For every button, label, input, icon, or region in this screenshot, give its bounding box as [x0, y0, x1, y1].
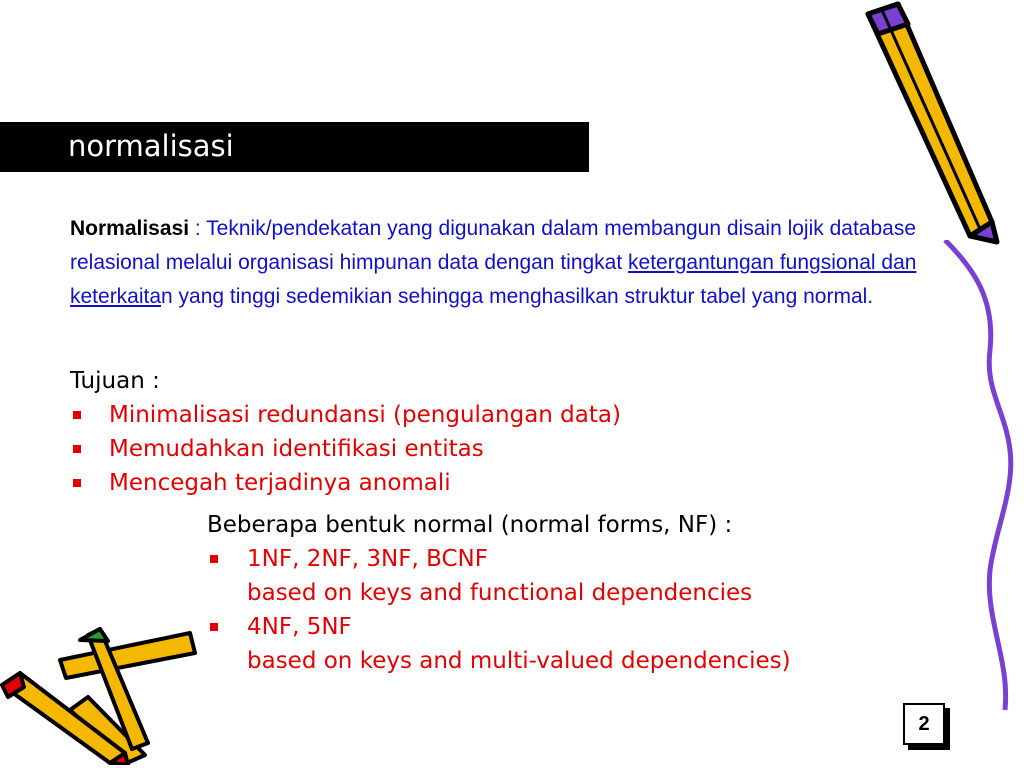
- definition-link[interactable]: ketergantungan fungsional dan keterkaita: [70, 251, 917, 308]
- definition-paragraph: [70, 212, 970, 314]
- page-number: 2: [903, 703, 945, 745]
- definition-term: Normalisasi: [70, 217, 190, 240]
- normal-forms-heading: Beberapa bentuk normal (normal forms, NF) :: [207, 512, 733, 538]
- bullet-square-icon: [210, 555, 218, 563]
- definition-text-after: n yang tinggi sedemikian sehingga menghasilkan struktur tabel yang normal.: [161, 285, 874, 308]
- tujuan-item-text: Mencegah terjadinya anomali: [109, 470, 451, 496]
- tujuan-item: [70, 432, 621, 466]
- bullet-square-icon: [73, 445, 81, 453]
- tujuan-item: [70, 466, 621, 500]
- slide-title: normalisasi: [68, 129, 234, 163]
- title-bar: [0, 122, 589, 172]
- normal-form-name: 4NF, 5NF: [247, 614, 352, 640]
- tujuan-item-text: Memudahkan identifikasi entitas: [109, 436, 484, 462]
- definition-text-before: : Teknik/pendekatan yang digunakan dalam membangun disain lojik database relasional melalui organisasi himpunan data dengan tingkat: [70, 217, 917, 274]
- bullet-square-icon: [73, 479, 81, 487]
- tujuan-item: [70, 398, 621, 432]
- pencil-icon: [860, 0, 1005, 245]
- normal-forms-section: [207, 508, 791, 678]
- normal-form-name: 1NF, 2NF, 3NF, BCNF: [247, 546, 488, 572]
- normal-form-description: based on keys and multi-valued dependencies): [247, 648, 791, 674]
- tujuan-item-text: Minimalisasi redundansi (pengulangan data): [109, 402, 621, 428]
- tujuan-heading: Tujuan :: [70, 368, 160, 394]
- pencils-icon: [0, 615, 205, 765]
- bullet-square-icon: [73, 411, 81, 419]
- tujuan-section: [70, 364, 621, 500]
- normal-form-item: [207, 542, 791, 610]
- bullet-square-icon: [210, 623, 218, 631]
- normal-form-description: based on keys and functional dependencies: [247, 580, 753, 606]
- normal-form-item: [207, 610, 791, 678]
